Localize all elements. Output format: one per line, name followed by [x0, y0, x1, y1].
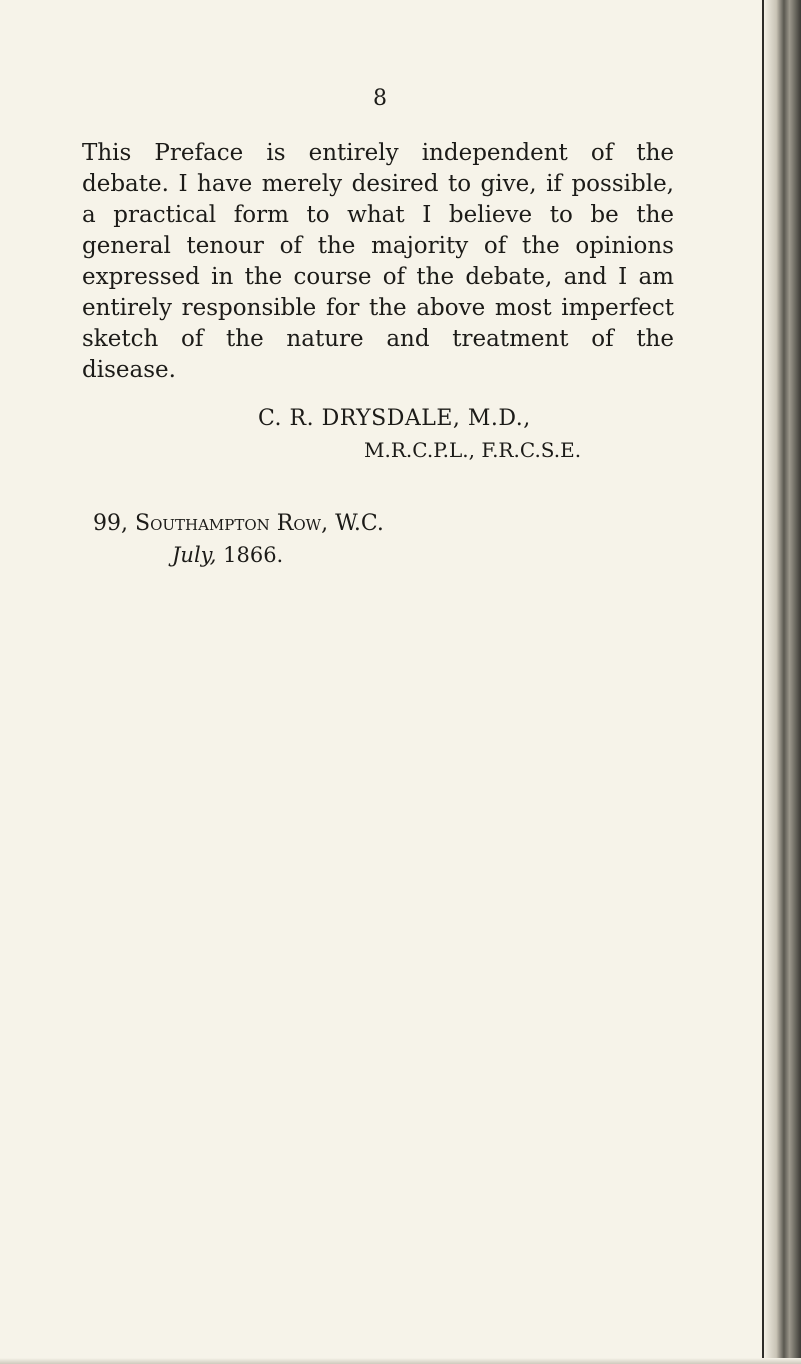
preface-paragraph — [82, 138, 674, 386]
paragraph-line: entirely responsible for the above most imperfect — [82, 295, 674, 321]
paragraph-line: disease. — [82, 357, 176, 383]
page-number: 8 — [373, 86, 387, 111]
page-edge-line — [762, 0, 764, 1364]
author-qualifications: M.R.C.P.L., F.R.C.S.E. — [364, 438, 582, 462]
paragraph-line: This Preface is entirely independent of the — [82, 140, 674, 166]
address-number: 99, — [93, 511, 128, 536]
date-year: 1866. — [223, 543, 284, 567]
book-binding-shadow — [763, 0, 801, 1364]
date-month: July, — [172, 543, 217, 567]
address-line — [93, 511, 384, 536]
date-line — [172, 543, 283, 567]
address-district: W.C. — [335, 511, 384, 536]
page-bottom-edge — [0, 1358, 801, 1364]
paragraph-line: a practical form to what I believe to be the — [82, 202, 674, 228]
paragraph-line: debate. I have merely desired to give, if possible, — [82, 171, 674, 197]
author-name: C. R. DRYSDALE, M.D., — [258, 406, 531, 431]
paragraph-line: general tenour of the majority of the opinions — [82, 233, 674, 259]
paragraph-line: sketch of the nature and treatment of the — [82, 326, 674, 352]
address-street: Southampton Row, — [135, 511, 329, 536]
paragraph-line: expressed in the course of the debate, and I am — [82, 264, 674, 290]
